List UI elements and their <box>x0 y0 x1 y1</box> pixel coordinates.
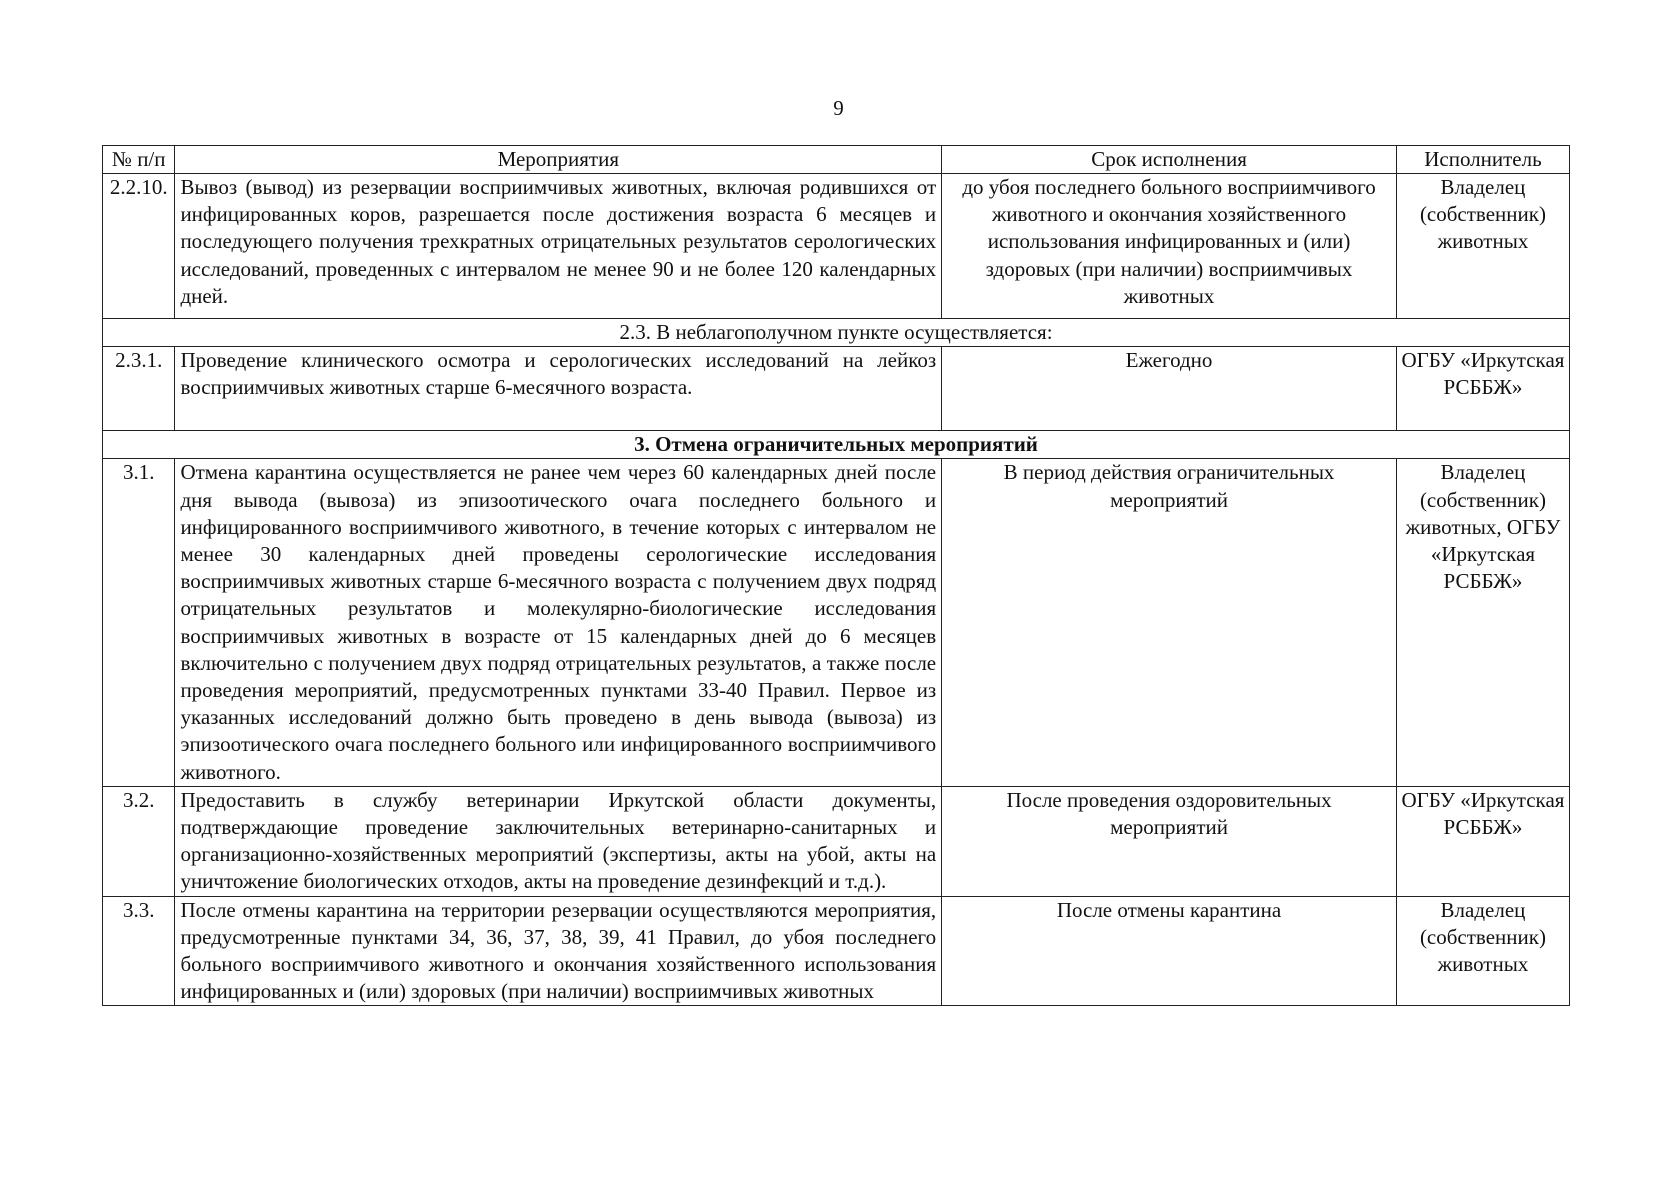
header-term: Срок исполнения <box>942 146 1397 174</box>
row-executor: Владелец (собственник) животных, ОГБУ «Иркутская РСББЖ» <box>1396 459 1569 786</box>
row-term: до убоя последнего больного восприимчивого животного и окончания хозяйственного использования инфицированных и (или) здоровых (при наличии) восприимчивых животных <box>942 174 1397 319</box>
row-activity: После отмены карантина на территории резервации осуществляются мероприятия, предусмотренные пунктами 34, 36, 37, 38, 39, 41 Правил, до убоя последнего больного восприимчивого животного и окончания хозяйственного использования инфицированных и (или) здоровых (при наличии) восприимчивых животных <box>175 896 942 1006</box>
row-activity: Вывоз (вывод) из резервации восприимчивых животных, включая родившихся от инфицированных коров, разрешается после достижения возраста 6 месяцев и последующего получения трехкратных отрицательных результатов серологических исследований, проведенных с интервалом не менее 90 и не более 120 календарных дней. <box>175 174 942 319</box>
row-number: 2.3.1. <box>103 347 175 431</box>
section-title: 3. Отмена ограничительных мероприятий <box>103 431 1570 459</box>
row-executor: ОГБУ «Иркутская РСББЖ» <box>1396 786 1569 896</box>
table-row <box>103 347 1570 431</box>
row-number: 3.3. <box>103 896 175 1006</box>
row-number: 2.2.10. <box>103 174 175 319</box>
row-number: 3.1. <box>103 459 175 786</box>
header-num: № п/п <box>103 146 175 174</box>
row-activity: Отмена карантина осуществляется не ранее чем через 60 календарных дней после дня вывода (вывоза) из эпизоотического очага последнего больного и инфицированного восприимчивого животного, в течение которых с интервалом не менее 30 календарных дней проведены серологические исследования восприимчивых животных старше 6-месячного возраста с получением двух подряд отрицательных результатов и молекулярно-биологические исследования восприимчивых животных в возрасте от 15 календарных дней до 6 месяцев включительно с получением двух подряд отрицательных результатов, а также после проведения мероприятий, предусмотренных пунктами 33-40 Правил. Первое из указанных исследований должно быть проведено в день вывода (вывоза) из эпизоотического очага последнего больного или инфицированного восприимчивого животного. <box>175 459 942 786</box>
row-term: После отмены карантина <box>942 896 1397 1006</box>
subsection-row <box>103 319 1570 347</box>
row-executor: Владелец (собственник) животных <box>1396 896 1569 1006</box>
section-row <box>103 431 1570 459</box>
row-term: После проведения оздоровительных мероприятий <box>942 786 1397 896</box>
header-activity: Мероприятия <box>175 146 942 174</box>
table-header-row <box>103 146 1570 174</box>
header-executor: Исполнитель <box>1396 146 1569 174</box>
subsection-title: 2.3. В неблагополучном пункте осуществляется: <box>103 319 1570 347</box>
row-term: В период действия ограничительных мероприятий <box>942 459 1397 786</box>
row-number: 3.2. <box>103 786 175 896</box>
row-executor: Владелец (собственник) животных <box>1396 174 1569 319</box>
table-row <box>103 786 1570 896</box>
table-row <box>103 459 1570 786</box>
row-term: Ежегодно <box>942 347 1397 431</box>
row-executor: ОГБУ «Иркутская РСББЖ» <box>1396 347 1569 431</box>
measures-table <box>102 145 1570 1006</box>
table-row <box>103 896 1570 1006</box>
row-activity: Предоставить в службу ветеринарии Иркутской области документы, подтверждающие проведение заключительных ветеринарно-санитарных и организационно-хозяйственных мероприятий (экспертизы, акты на убой, акты на уничтожение биологических отходов, акты на проведение дезинфекций и т.д.). <box>175 786 942 896</box>
page-number: 9 <box>833 96 844 120</box>
row-activity: Проведение клинического осмотра и серологических исследований на лейкоз восприимчивых животных старше 6-месячного возраста. <box>175 347 942 431</box>
table-row <box>103 174 1570 319</box>
